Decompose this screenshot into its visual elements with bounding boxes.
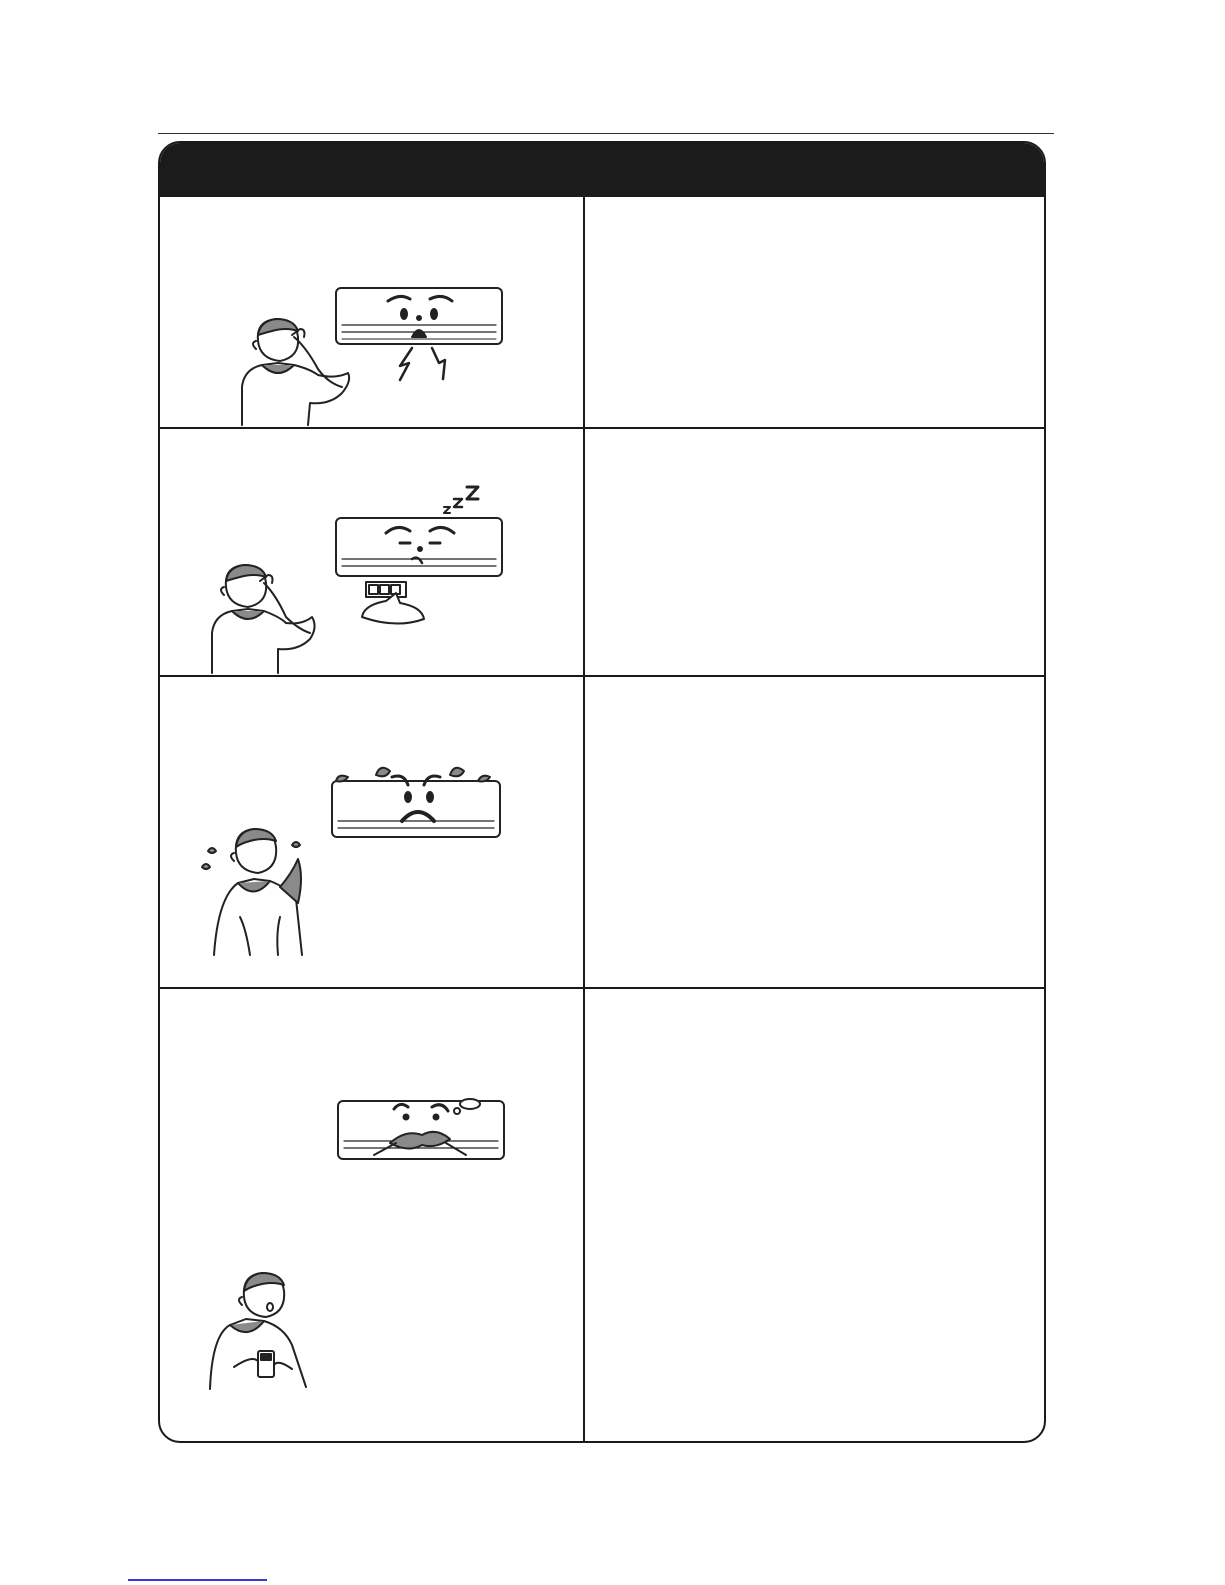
description-cell (585, 429, 1044, 675)
illustration-cell (160, 429, 583, 675)
troubleshooting-table (158, 141, 1046, 1443)
remote-not-working-illustration (160, 989, 583, 1441)
table-header-bar (160, 143, 1044, 197)
table-row-not-cooling (160, 677, 1044, 987)
description-cell (585, 197, 1044, 427)
not-operating-illustration (160, 429, 583, 675)
illustration-cell (160, 989, 583, 1441)
illustration-cell (160, 197, 583, 427)
not-cooling-illustration (160, 677, 583, 987)
table-row-not-operating (160, 429, 1044, 675)
table-row-remote-not-working (160, 989, 1044, 1441)
footer-link-underline[interactable] (128, 1579, 267, 1581)
top-rule (158, 133, 1054, 134)
table-row-noise (160, 197, 1044, 427)
illustration-cell (160, 677, 583, 987)
description-cell (585, 677, 1044, 987)
description-cell (585, 989, 1044, 1441)
noise-complaint-illustration (160, 197, 583, 427)
